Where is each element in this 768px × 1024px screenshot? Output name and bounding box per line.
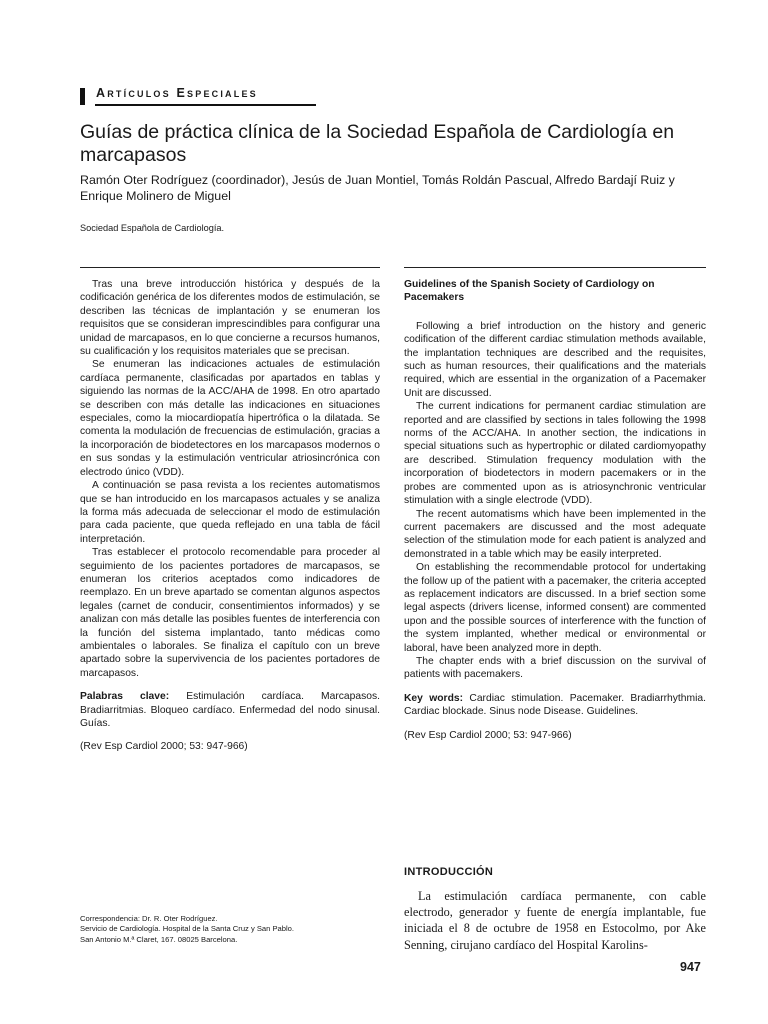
correspondence-line: San Antonio M.ª Claret, 167. 08025 Barcelona.: [80, 934, 238, 944]
section-marker-bar: [80, 88, 85, 105]
correspondence-line: Servicio de Cardiología. Hospital de la Santa Cruz y San Pablo.: [80, 924, 295, 934]
abstract-en-paragraph: The recent automatisms which have been implemented in the current pacemakers are discussed and the most adequate selection of the stimulation mode for each patient is analyzed and demonstrated in a table which may be easily interpreted.: [404, 508, 706, 560]
citation-es: (Rev Esp Cardiol 2000; 53: 947-966): [80, 741, 248, 753]
correspondence-line: Correspondencia: Dr. R. Oter Rodríguez.: [80, 914, 218, 923]
article-title: Guías de práctica clínica de la Sociedad Española de Cardiología en marcapasos: [80, 121, 675, 166]
abstract-es-paragraph: Tras una breve introducción histórica y después de la codificación genérica de los diferentes modos de estimulación, se describen las técnicas de implantación y se enumeran los requisitos que se consideran imprescindibles para configurar una unidad de marcapasos, en lo que concierne a recursos humanos, su cualificación y los requisitos materiales que se precisan.: [80, 279, 380, 358]
intro-text: La estimulación cardíaca permanente, con cable electrodo, generador y fuente de energía implantable, fue iniciada el 8 de octubre de 1958 en Estocolmo, por Ake Senning, cirujano cardíaco del Hospital Karolins-: [404, 889, 706, 952]
abstract-en-paragraph: On establishing the recommendable protocol for undertaking the follow up of the patient with a pacemaker, the criteria accepted as replacement indicators are discussed. In a brief section some legal aspects (drivers license, informed consent) are commented upon and the possible sources of interference with the function of the system implanted, whether medical or environmental or laboral, have been analyzed more in depth.: [404, 562, 706, 654]
abstract-en-paragraph: The current indications for permanent cardiac stimulation are reported and are classified by sections in tales following the 1998 norms of the ACC/AHA. In another section, the indications in special situations such as hypertrophic or dilated cardiomyopathy are described. Stimulation frequency modulation with the incorporation of biodetectors in modern pacemakers or in the probes are commented upon as is atriosynchronic ventricular stimulation with a single electrode (VDD).: [404, 401, 706, 507]
citation-en: (Rev Esp Cardiol 2000; 53: 947-966): [404, 729, 572, 741]
author-list: Ramón Oter Rodríguez (coordinador), Jesús de Juan Montiel, Tomás Roldán Pascual, Alfredo Bardají Ruiz y Enrique Molinero de Miguel: [80, 173, 675, 203]
page-number: 947: [680, 960, 701, 974]
abstract-spanish: [80, 278, 380, 754]
section-underline: [95, 104, 316, 106]
affiliation: Sociedad Española de Cardiología.: [80, 223, 225, 233]
keywords-en-text: Cardiac stimulation. Pacemaker. Bradiarrhythmia. Cardiac blockade. Sinus node Disease. Guidelines.: [404, 692, 706, 718]
abstract-es-paragraph: Tras establecer el protocolo recomendable para proceder al seguimiento de los pacientes portadores de marcapasos, se enumeran los criterios aceptados como indicadores de reemplazo. En un breve apartado se comentan algunos aspectos legales (carnet de conducir, consentimientos informados) y se analizan con más detalle las posibles fuentes de interferencia con la función del sistema implantado, tanto médicas como ambientales o laborales. Se finaliza el capítulo con un breve apartado sobre la supervivencia de los pacientes portadores de marcapasos.: [80, 547, 380, 679]
abstract-en-paragraph: The chapter ends with a brief discussion on the survival of patients with pacemakers.: [404, 655, 706, 681]
keywords-es-label: Palabras clave:: [80, 691, 170, 703]
abstract-es-paragraph: Se enumeran las indicaciones actuales de estimulación cardíaca permanente, clasificadas por apartados en tablas y siguiendo las normas de la ACC/AHA de 1998. En otro apartado se describen con más detalle las indicaciones en situaciones especiales, como la miocardiopatía hipertrófica o la dilatada. Se comenta la modulación de frecuencias de estimulación, gracias a la incorporación de biodetectores en los marcapasos modernos o en sus sondas y la estimulación ventricular atriosincrónica con electrodo único (VDD).: [80, 359, 380, 478]
correspondence-note: [80, 914, 380, 945]
keywords-es: [80, 690, 380, 730]
abstract-en-paragraph: Following a brief introduction on the history and generic codification of the different cardiac stimulation methods available, the implantation techniques are described and the requisites, such as human resources, their qualifications and the materials required, which are essential in the organization of a Pacemaker Unit are discussed.: [404, 320, 706, 399]
english-title: Guidelines of the Spanish Society of Cardiology on Pacemakers: [404, 279, 655, 304]
section-label: Artículos Especiales: [96, 86, 258, 100]
divider-right: [404, 267, 706, 268]
intro-heading: INTRODUCCIÓN: [404, 866, 494, 878]
keywords-en: [404, 692, 706, 719]
abstract-english: [404, 278, 706, 742]
keywords-en-label: Key words:: [404, 692, 464, 704]
divider-left: [80, 267, 380, 268]
keywords-es-text: Estimulación cardíaca. Marcapasos. Bradiarritmias. Bloqueo cardíaco. Enfermedad del nodo sinusal. Guías.: [80, 691, 380, 729]
abstract-es-paragraph: A continuación se pasa revista a los recientes automatismos que se han introducido en los marcapasos actuales y se analiza la forma más adecuada de seleccionar el modo de estimulación para cada paciente, que queda reflejado en una tabla de fácil interpretación.: [80, 480, 380, 545]
